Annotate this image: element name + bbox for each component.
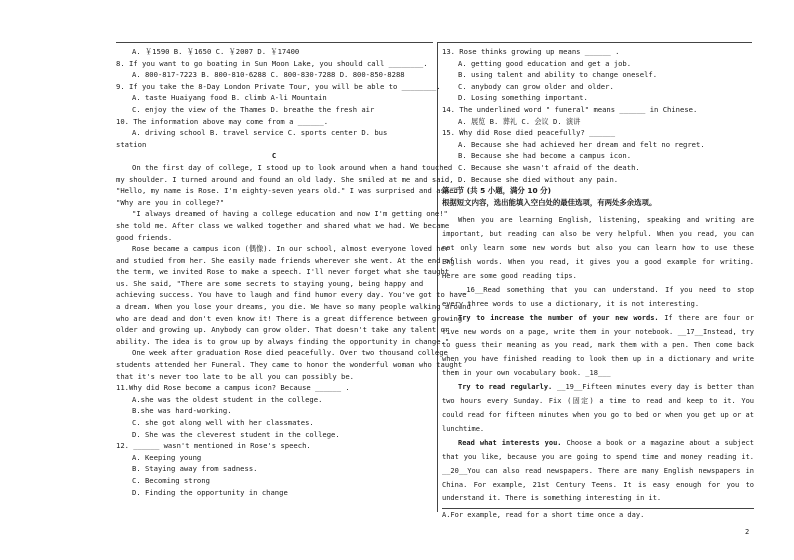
q15-option-c: C. Because she wasn't afraid of the death. (458, 162, 640, 172)
q11-option-d: D. She was the cleverest student in the college. (132, 429, 340, 439)
tip-heading: Try to increase the number of your new words. (458, 313, 659, 322)
q14-question: 14. The underlined word " funeral" means ______ in Chinese. (442, 104, 698, 114)
q13-option-a: A. getting good education and get a job. (458, 58, 632, 68)
left-column (116, 46, 471, 498)
passage-line: my shoulder. I turned around and found an old lady. She smiled at me and said, (116, 174, 454, 184)
q12-option-c: C. Becoming strong (132, 475, 210, 485)
q10-question: 10. The information above may come from a ______. (116, 116, 329, 126)
reading-passage (442, 214, 754, 523)
q11-option-a: A.she was the oldest student in the college. (132, 394, 323, 404)
passage-line: older and growing up. Anybody can grow older. That doesn't take any talent or (116, 325, 450, 335)
passage-line: that it's never too late to be all you can possibly be. (116, 371, 354, 381)
tip-heading: Try to read regularly. (458, 383, 553, 392)
q11-question: 11.Why did Rose become a campus icon? Because ______ . (116, 383, 350, 393)
q15-question: 15. Why did Rose died peacefully? ______ (442, 128, 616, 138)
passage-line: "I always dreamed of having a college education and now I'm getting one!" (132, 209, 448, 219)
passage-line: us. She said, "There are some secrets to staying young, being happy and (116, 278, 424, 288)
tip-body: If there are four or five new words on a page, write them in your notebook. __17__Instead, try to guess their meaning as you read, mark them with a pen. Then come back when you have finished reading to look them up in a dictionary and write them in your own vocabulary book. _18___ (442, 313, 754, 378)
passage-paragraph-1: When you are learning English, listening, speaking and writing are important, but reading can also be very helpful. When you read, you can not only learn some new words but also you can learn how to use these English words. When you read, it gives you a good example for writing. Here are some good reading tips. (442, 216, 754, 280)
page-number: 2 (745, 528, 750, 536)
section2-instructions: 根据短文内容，选出能填入空白处的最佳选项，有两处多余选项。 (442, 197, 657, 207)
passage-line: the term, we invited Rose to make a speech. I'll never forget what she taught (116, 267, 450, 277)
passage-line: she told me. After class we walked together and shared what we had. We became (116, 220, 450, 230)
q13-option-c: C. anybody can grow older and older. (458, 81, 614, 91)
tip-heading: Read what interests you. (458, 438, 562, 447)
column-divider (437, 42, 438, 512)
top-rule-right (437, 42, 752, 43)
passage-line: One week after graduation Rose died peacefully. Over two thousand college (132, 348, 448, 358)
q15-option-b: B. Because she had become a campus icon. (458, 151, 632, 161)
q12-option-b: B. Staying away from sadness. (132, 464, 258, 474)
q10-options-cont: station (116, 139, 147, 149)
q9-options-cd: C. enjoy the view of the Thames D. breathe the fresh air (132, 104, 375, 114)
passage-line: good friends. (116, 232, 173, 242)
passage-line: and studied from her. She easily made friends wherever she went. At the end of (116, 255, 454, 265)
passage-line: achieving success. You have to laugh and find humor every day. You've got to have (116, 290, 467, 300)
passage-paragraph-2: __16__Read something that you can understand. If you need to stop every three words to use a dictionary, it is not interesting. (442, 285, 754, 308)
passage-paragraph-4 (442, 381, 754, 437)
passage-line: ability. The idea is to grow up by always finding the opportunity in change." (116, 336, 450, 346)
passage-paragraph-5 (442, 437, 754, 507)
passage-line: who are dead and don't even know it! There is a great difference between growing (116, 313, 463, 323)
q13-question: 13. Rose thinks growing up means ______ . (442, 47, 620, 56)
q9-options-ab: A. taste Huaiyang food B. climb A-li Mountain (132, 93, 327, 103)
q12-question: 12. ______ wasn't mentioned in Rose's speech. (116, 441, 311, 451)
tip-body: Choose a book or a magazine about a subject that you like, because you are going to spend time and money reading it. __20__You can also read newspapers. There are many English newspapers in China. For example, 21st Century Teens. It is easy enough for you to understand it. There is something interesting in it. (442, 438, 754, 503)
passage-line: students attended her Funeral. They came to honor the wonderful woman who taught (116, 360, 463, 370)
right-column (442, 46, 754, 523)
q11-option-c: C. she got along well with her classmates. (132, 418, 314, 427)
passage-paragraph-3 (442, 312, 754, 382)
q13-option-d: D. Losing something important. (458, 93, 588, 103)
passage-line: On the first day of college, I stood up to look around when a hand touched (132, 162, 453, 172)
q14-options: A. 展览 B. 葬礼 C. 会议 D. 演讲 (458, 116, 581, 126)
q12-option-d: D. Finding the opportunity in change (132, 487, 288, 497)
q8-question: 8. If you want to go boating in Sun Moon Lake, you should call ________. (116, 58, 428, 68)
passage-line: "Hello, my name is Rose. I'm eighty-seven years old." I was surprised and asked, (116, 186, 463, 196)
q9-question: 9. If you take the 8-Day London Private Tour, you will be able to ________. (116, 81, 441, 91)
section2-title: 第二节 (共 5 小题，满分 10 分) (442, 186, 551, 196)
section-c-heading: C (271, 151, 277, 161)
q7-options: A. ￥1590 B. ￥1650 C. ￥2007 D. ￥17400 (132, 47, 300, 56)
q13-option-b: B. using talent and ability to change oneself. (458, 70, 658, 80)
q15-option-a: A. Because she had achieved her dream and felt no regret. (458, 139, 705, 149)
top-rule-left (116, 42, 433, 43)
q15-option-d: D. Because she died without any pain. (458, 174, 619, 184)
q8-options: A. 800-817-7223 B. 800-810-6288 C. 800-830-7288 D. 800-850-8288 (132, 70, 405, 80)
passage-line: a dream. When you lose your dreams, you die. We have so many people walking around (116, 302, 471, 312)
passage-line: Rose became a campus icon (偶像). In our school, almost everyone loved her (132, 244, 450, 254)
option-a: A.For example, read for a short time once a day. (442, 508, 754, 523)
q10-options: A. driving school B. travel service C. sports center D. bus (132, 128, 388, 138)
tip-body: __19__Fifteen minutes every day is better than two hours every Sunday. Fix (固定) a time to read and keep to it. You could read for fifteen minutes when you go to bed or when you get up or at lunchtime. (442, 383, 754, 433)
q11-option-b: B.she was hard-working. (132, 406, 232, 416)
q12-option-a: A. Keeping young (132, 452, 202, 462)
passage-line: "Why are you in college?" (116, 197, 225, 207)
